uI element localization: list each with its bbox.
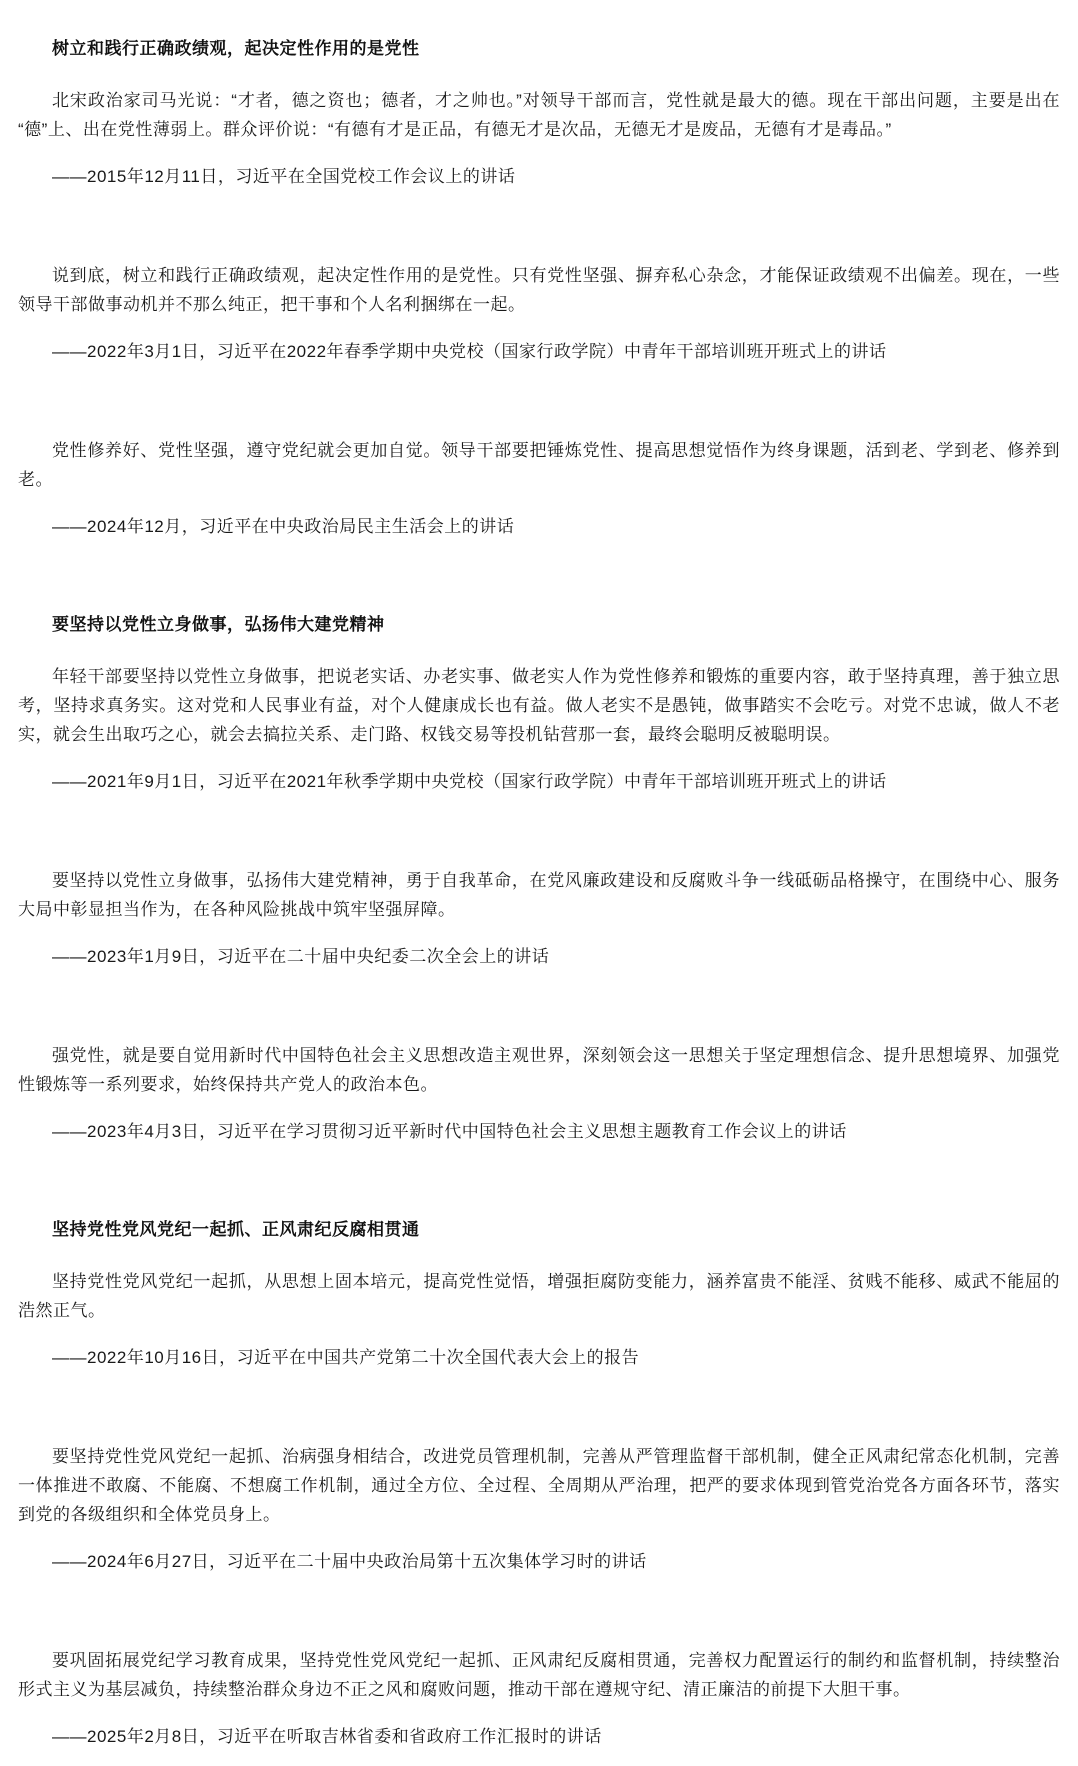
quote-attribution: ——2022年10月16日，习近平在中国共产党第二十次全国代表大会上的报告 (52, 1348, 640, 1367)
quote-attribution: ——2015年12月11日，习近平在全国党校工作会议上的讲话 (52, 167, 516, 186)
section-party-spirit (18, 610, 1060, 1146)
quote-paragraph: 党性修养好、党性坚强，遵守党纪就会更加自觉。领导干部要把锤炼党性、提高思想觉悟作为终身课题，活到老、学到老、修养到老。 (18, 441, 1060, 489)
quote-paragraph: 要坚持党性党风党纪一起抓、治病强身相结合，改进党员管理机制，完善从严管理监督干部机制，健全正风肃纪常态化机制，完善一体推进不敢腐、不能腐、不想腐工作机制，通过全方位、全过程、全周期从严治理，把严的要求体现到管党治党各方面各环节，落实到党的各级组织和全体党员身上。 (18, 1447, 1060, 1524)
section-political-integrity (18, 34, 1060, 541)
section-heading: 树立和践行正确政绩观，起决定性作用的是党性 (52, 39, 420, 58)
quote-paragraph: 北宋政治家司马光说：“才者，德之资也；德者，才之帅也。”对领导干部而言，党性就是最大的德。现在干部出问题，主要是出在“德”上、出在党性薄弱上。群众评价说：“有德有才是正品，有德无才是次品，无德无才是废品，无德有才是毒品。” (18, 91, 1060, 139)
quote-attribution: ——2023年1月9日，习近平在二十届中央纪委二次全会上的讲话 (52, 947, 550, 966)
quote-attribution: ——2024年12月，习近平在中央政治局民主生活会上的讲话 (52, 517, 515, 536)
quote-attribution: ——2025年2月8日，习近平在听取吉林省委和省政府工作汇报时的讲话 (52, 1727, 602, 1746)
quote-paragraph: 强党性，就是要自觉用新时代中国特色社会主义思想改造主观世界，深刻领会这一思想关于坚定理想信念、提升思想境界、加强党性锻炼等一系列要求，始终保持共产党人的政治本色。 (18, 1046, 1060, 1094)
quote-paragraph: 要坚持以党性立身做事，弘扬伟大建党精神，勇于自我革命，在党风廉政建设和反腐败斗争一线砥砺品格操守，在围绕中心、服务大局中彰显担当作为，在各种风险挑战中筑牢坚强屏障。 (18, 871, 1060, 919)
section-discipline-anticorruption (18, 1215, 1060, 1751)
quote-attribution: ——2024年6月27日，习近平在二十届中央政治局第十五次集体学习时的讲话 (52, 1552, 647, 1571)
quote-paragraph: 说到底，树立和践行正确政绩观，起决定性作用的是党性。只有党性坚强、摒弃私心杂念，才能保证政绩观不出偏差。现在，一些领导干部做事动机并不那么纯正，把干事和个人名利捆绑在一起。 (18, 266, 1060, 314)
quote-attribution: ——2021年9月1日，习近平在2021年秋季学期中央党校（国家行政学院）中青年干部培训班开班式上的讲话 (52, 772, 887, 791)
quote-attribution: ——2022年3月1日，习近平在2022年春季学期中央党校（国家行政学院）中青年干部培训班开班式上的讲话 (52, 342, 887, 361)
section-heading: 坚持党性党风党纪一起抓、正风肃纪反腐相贯通 (52, 1220, 420, 1239)
quote-paragraph: 坚持党性党风党纪一起抓，从思想上固本培元，提高党性觉悟，增强拒腐防变能力，涵养富贵不能淫、贫贱不能移、威武不能屈的浩然正气。 (18, 1272, 1060, 1320)
quote-paragraph: 要巩固拓展党纪学习教育成果，坚持党性党风党纪一起抓、正风肃纪反腐相贯通，完善权力配置运行的制约和监督机制，持续整治形式主义为基层减负，持续整治群众身边不正之风和腐败问题，推动干部在遵规守纪、清正廉洁的前提下大胆干事。 (18, 1651, 1060, 1699)
section-heading: 要坚持以党性立身做事，弘扬伟大建党精神 (52, 615, 385, 634)
quote-paragraph: 年轻干部要坚持以党性立身做事，把说老实话、办老实事、做老实人作为党性修养和锻炼的重要内容，敢于坚持真理，善于独立思考，坚持求真务实。这对党和人民事业有益，对个人健康成长也有益。做人老实不是愚钝，做事踏实不会吃亏。对党不忠诚，做人不老实，就会生出取巧之心，就会去搞拉关系、走门路、权钱交易等投机钻营那一套，最终会聪明反被聪明误。 (18, 667, 1060, 744)
quote-attribution: ——2023年4月3日，习近平在学习贯彻习近平新时代中国特色社会主义思想主题教育工作会议上的讲话 (52, 1122, 847, 1141)
